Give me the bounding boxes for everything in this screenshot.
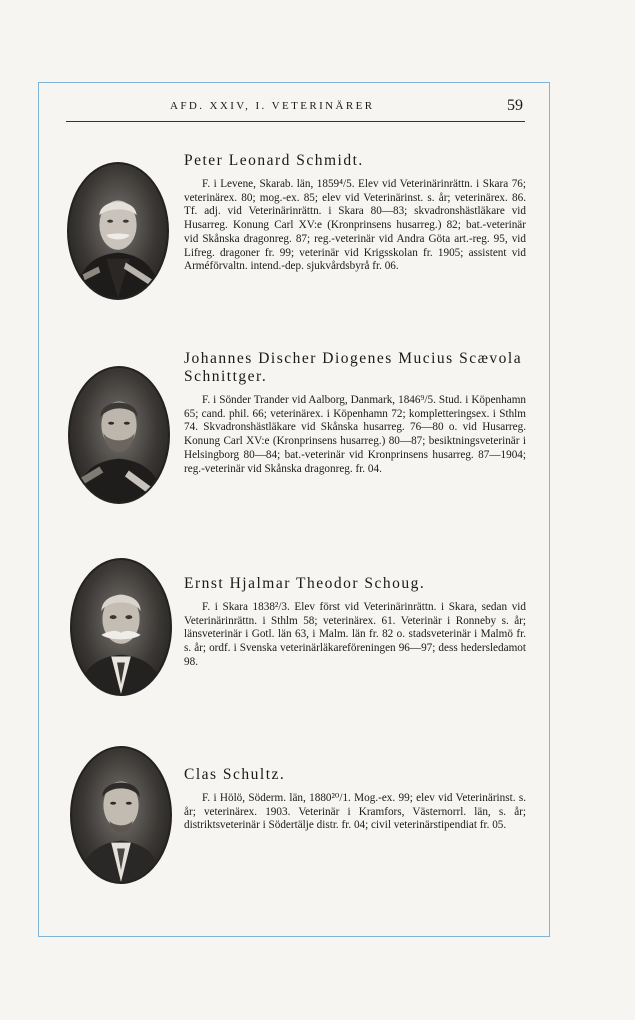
portrait-schmidt bbox=[67, 162, 169, 300]
entry-schmidt bbox=[184, 152, 526, 274]
portrait-schultz bbox=[70, 746, 172, 884]
entry-schoug bbox=[184, 575, 526, 670]
portrait-schoug bbox=[70, 558, 172, 696]
entry-biography: F. i Hölö, Söderm. län, 1880²⁰/1. Mog.-ex. 99; elev vid Veterinärinst. s. år; veterinärex. 1903. Veterinär i Kramfors, Västernorrl. län, s. år; distriktsveterinär i Södertälje distr. fr. 04; civil veterinärstipendiat fr. 05. bbox=[184, 792, 526, 832]
page-number: 59 bbox=[507, 97, 523, 114]
entry-name: Johannes Discher Diogenes Mucius Scævola Schnittger. bbox=[184, 350, 523, 385]
entry-name: Clas Schultz. bbox=[184, 766, 286, 783]
entry-schultz bbox=[184, 766, 526, 833]
entry-biography: F. i Sönder Trander vid Aalborg, Danmark, 1846⁹/5. Stud. i Köpenhamn 65; cand. phil. 66; veterinärex. i Köpenhamn 72; kompletteringsex. i Sthlm 74. Skvadronshästläkare vid Skånska husarreg. 76—80 o. vid Husarreg. Konung Carl XV:e (Kronprinsens husarreg.) 80—87; besiktningsveterinär i Helsingborg 80—84; bat.-veterinär vid Kronprinsens husarreg. 87—1904; reg.-veterinär vid Skånska dragonreg. fr. 04. bbox=[184, 394, 526, 475]
entry-biography: F. i Skara 1838²/3. Elev först vid Veterinärinrättn. i Skara, sedan vid Veterinärinrättn. i Sthlm 58; veterinärex. 61. Veterinär i Ronneby s. år; länsveterinär i Gotl. län 63, i Malm. län fr. 82 o. stadsveterinär i Malmö fr. s. år; ordf. i Svenska veterinärläkareföreningen 96—97; dess hedersledamot 98. bbox=[184, 601, 526, 668]
entry-schnittger bbox=[184, 350, 526, 476]
portrait-schnittger bbox=[68, 366, 170, 504]
running-header bbox=[66, 97, 525, 122]
entry-biography: F. i Levene, Skarab. län, 1859⁴/5. Elev vid Veterinärinrättn. i Skara 76; veterinärex. 80; mog.-ex. 85; elev vid Veterinärinst. s. år; veterinärex. 86. Tf. adj. vid Veterinärinrättn. i Skara 80—83; skvadronshästläkare vid Husarreg. Konung Carl XV:e (Kronprinsens husarreg.) 82; bat.-veterinär vid Skånska dragonreg. 87; reg.-veterinär vid Andra Göta art.-reg. 95, vid Lifreg. dragoner fr. 99; veterinär vid Krigsskolan fr. 1905; assistent vid Arméförvaltn. intend.-dep. sjukvårdsbyrå fr. 06. bbox=[184, 178, 526, 273]
section-title: AFD. XXIV, I. VETERINÄRER bbox=[170, 100, 375, 112]
entry-name: Ernst Hjalmar Theodor Schoug. bbox=[184, 575, 426, 592]
entry-name: Peter Leonard Schmidt. bbox=[184, 152, 364, 169]
